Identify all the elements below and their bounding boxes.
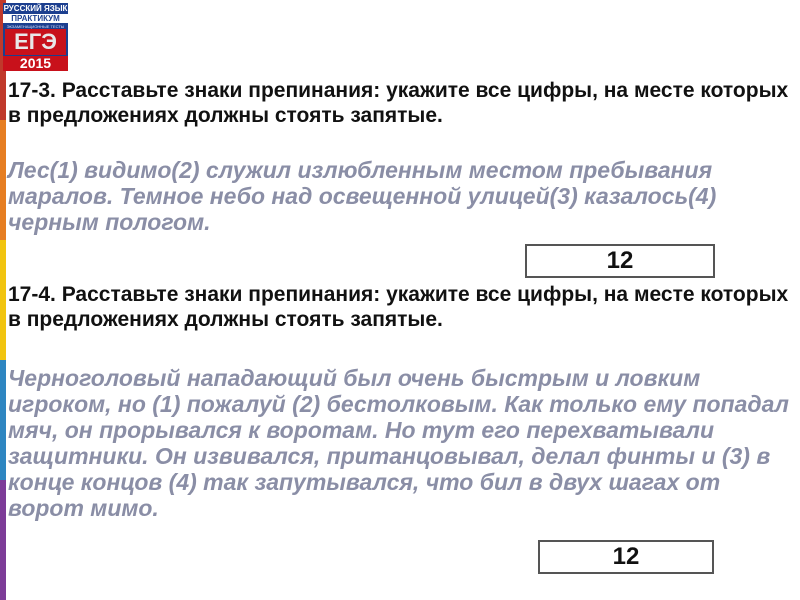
logo-subject: РУССКИЙ ЯЗЫК: [3, 4, 68, 13]
task-17-4-answer: 12: [538, 540, 714, 574]
logo-year: 2015: [3, 56, 68, 71]
task-17-4-text: Черноголовый нападающий был очень быстрым и ловким игроком, но (1) пожалуй (2) бестолковым. Как только ему попадал мяч, он прорывался к воротам. Но тут его перехватывали защитники. Он извивался, пританцовывал, делал финты и (3) в конце концов (4) так запутывался, что бил в двух шагах от ворот мимо.: [8, 365, 789, 521]
task-17-4-instruction: 17-4. Расставьте знаки препинания: укажите все цифры, на месте которых в предложениях должны стоять запятые.: [8, 283, 789, 331]
logo-ege: ЕГЭ: [5, 29, 66, 55]
decorative-left-band: [0, 0, 6, 600]
task-17-3-text: Лес(1) видимо(2) служил излюбленным местом пребывания маралов. Темное небо над освещенной улицей(3) казалось(4) черным пологом.: [8, 157, 717, 235]
task-17-3-instruction: 17-3. Расставьте знаки препинания: укажите все цифры, на месте которых в предложениях должны стоять запятые.: [8, 79, 789, 127]
ege-book-logo: [3, 3, 68, 71]
task-17-3-answer: 12: [525, 244, 715, 278]
logo-practicum: ПРАКТИКУМ: [3, 14, 68, 23]
logo-tests: ЭКЗАМЕНАЦИОННЫЕ ТЕСТЫ: [6, 24, 65, 29]
